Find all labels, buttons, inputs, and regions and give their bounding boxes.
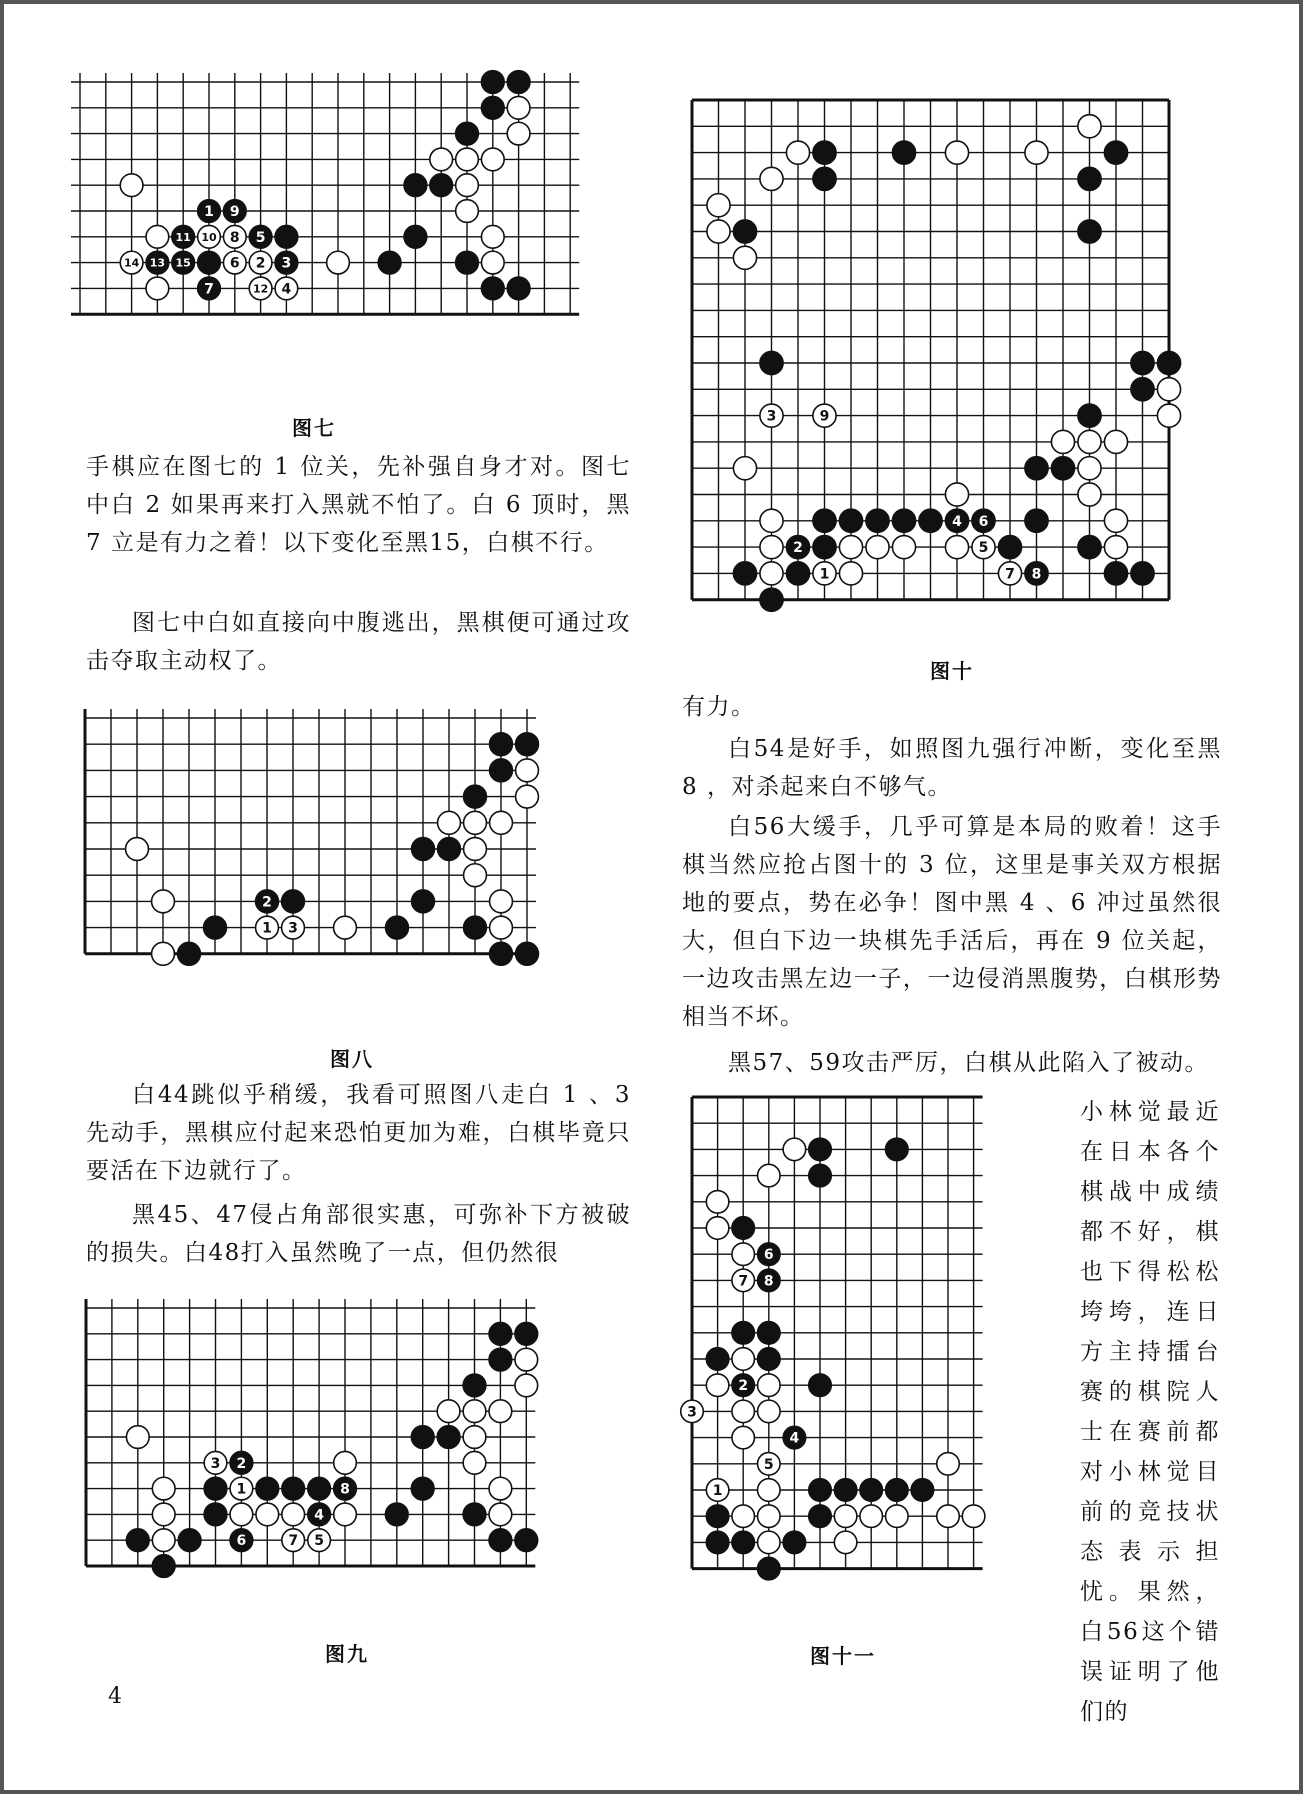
black-stone: [758, 1557, 781, 1580]
white-stone: [204, 1451, 227, 1474]
white-stone: [758, 1505, 781, 1528]
white-stone: [464, 864, 487, 887]
white-stone: [1078, 483, 1101, 506]
move-number: 1: [204, 204, 214, 220]
board-svg: [68, 1290, 540, 1580]
white-stone: [760, 509, 783, 532]
black-stone: [178, 1529, 201, 1552]
move-number: 7: [204, 281, 214, 298]
white-stone: [707, 220, 730, 243]
black-stone: [490, 733, 513, 756]
move-number: 5: [978, 540, 989, 557]
figure-caption-fig11: 图十一: [810, 1644, 876, 1668]
move-number: 7: [738, 1273, 749, 1290]
black-stone: [198, 200, 221, 223]
move-number: 4: [314, 1507, 324, 1524]
black-stone: [1104, 141, 1127, 164]
white-stone: [282, 1529, 305, 1552]
white-stone: [223, 225, 246, 248]
move-number: 1: [236, 1481, 247, 1498]
paragraph-2: 图七中白如直接向中腹逃出，黑棋便可通过攻击夺取主动权了。: [86, 610, 631, 674]
black-stone: [464, 916, 487, 939]
black-stone: [758, 1243, 781, 1266]
black-stone: [834, 1479, 857, 1502]
black-stone: [1131, 378, 1154, 401]
white-stone: [507, 96, 530, 119]
move-number: 8: [229, 229, 240, 246]
black-stone: [308, 1477, 331, 1500]
white-stone: [813, 562, 836, 585]
black-stone: [223, 200, 246, 223]
white-stone: [249, 251, 272, 274]
white-stone: [1078, 457, 1101, 480]
move-number: 10: [201, 230, 217, 244]
black-stone: [706, 1531, 729, 1554]
move-number: 6: [229, 255, 240, 272]
white-stone: [152, 1503, 175, 1526]
black-stone: [437, 1426, 460, 1449]
white-stone: [1104, 509, 1127, 532]
white-stone: [152, 1477, 175, 1500]
white-stone: [437, 1400, 460, 1423]
black-stone: [758, 1348, 781, 1371]
paragraph-3: 白44跳似乎稍缓，我看可照图八走白 1 、3 先动手，黑棋应付起来恐怕更加为难，白棋毕竟只要活在下边就行了。: [86, 1082, 631, 1184]
black-stone: [732, 1322, 755, 1345]
white-stone: [464, 811, 487, 834]
white-stone: [481, 148, 504, 171]
white-stone: [490, 811, 513, 834]
black-stone: [706, 1348, 729, 1371]
black-stone: [152, 1555, 175, 1578]
black-stone: [515, 1529, 538, 1552]
black-stone: [892, 509, 915, 532]
black-stone: [463, 1503, 486, 1526]
black-stone: [411, 1426, 434, 1449]
white-stone: [706, 1374, 729, 1397]
black-stone: [911, 1479, 934, 1502]
figure-caption-fig10: 图十: [930, 659, 974, 683]
black-stone: [809, 1374, 832, 1397]
move-number: 8: [340, 1481, 350, 1498]
white-stone: [707, 194, 730, 217]
white-stone: [786, 141, 809, 164]
black-stone: [516, 942, 539, 965]
black-stone: [507, 277, 530, 300]
move-number: 14: [123, 256, 140, 270]
white-stone: [456, 148, 479, 171]
black-stone: [464, 785, 487, 808]
black-stone: [1078, 536, 1101, 559]
board-svg: [680, 88, 1183, 614]
white-stone: [282, 916, 305, 939]
black-stone: [809, 1479, 832, 1502]
move-number: 2: [738, 1378, 749, 1395]
black-stone: [507, 71, 530, 94]
board-svg: [68, 70, 584, 328]
white-stone: [516, 759, 539, 782]
white-stone: [438, 811, 461, 834]
black-stone: [463, 1374, 486, 1397]
white-stone: [334, 1503, 357, 1526]
white-stone: [430, 148, 453, 171]
black-stone: [430, 174, 453, 197]
black-stone: [786, 562, 809, 585]
move-number: 3: [210, 1455, 221, 1472]
move-number: 4: [281, 281, 292, 298]
white-stone: [813, 404, 836, 427]
black-stone: [146, 251, 169, 274]
white-stone: [334, 916, 357, 939]
black-stone: [706, 1505, 729, 1528]
move-number: 9: [819, 408, 830, 425]
move-number: 1: [819, 566, 830, 583]
move-number: 2: [262, 894, 272, 911]
white-stone: [760, 404, 783, 427]
white-stone: [152, 942, 175, 965]
black-stone: [733, 220, 756, 243]
black-stone: [275, 251, 298, 274]
move-number: 4: [789, 1430, 800, 1447]
white-stone: [146, 277, 169, 300]
black-stone: [892, 141, 915, 164]
black-stone: [481, 277, 504, 300]
white-stone: [962, 1505, 985, 1528]
white-stone: [490, 890, 513, 913]
white-stone: [758, 1164, 781, 1187]
paragraph-5: 有力。: [682, 694, 756, 720]
white-stone: [515, 1348, 538, 1371]
white-stone: [706, 1217, 729, 1240]
white-stone: [892, 536, 915, 559]
go-diagram-fig11: [680, 1085, 988, 1583]
black-stone: [786, 536, 809, 559]
white-stone: [282, 1503, 305, 1526]
black-stone: [198, 251, 221, 274]
white-stone: [126, 1426, 149, 1449]
white-stone: [1157, 378, 1180, 401]
black-stone: [998, 536, 1021, 559]
paragraph-4: 黑45、47侵占角部很实惠，可弥补下方被破的损失。白48打入虽然晚了一点，但仍然很: [86, 1202, 631, 1266]
black-stone: [1051, 457, 1074, 480]
move-number: 8: [763, 1273, 774, 1290]
black-stone: [758, 1322, 781, 1345]
white-stone: [860, 1505, 883, 1528]
white-stone: [1104, 536, 1127, 559]
black-stone: [412, 838, 435, 861]
paragraph-7: 白56大缓手，几乎可算是本局的败着！这手棋当然应抢占图十的 3 位，这里是事关双方根据地的要点，势在必争！图中黑 4 、6 冲过虽然很大，但白下边一块棋先手活后，再在 9 位关起，一边攻击黑左边一子，一边侵消黑腹势，白棋形势相当不坏。: [682, 814, 1222, 1030]
black-stone: [733, 562, 756, 585]
white-stone: [732, 1269, 755, 1292]
white-stone: [489, 1400, 512, 1423]
black-stone: [456, 122, 479, 145]
black-stone: [489, 1322, 512, 1345]
go-diagram-fig10: [680, 88, 1183, 614]
white-stone: [839, 562, 862, 585]
black-stone: [886, 1479, 909, 1502]
black-stone: [919, 509, 942, 532]
move-number: 13: [149, 256, 166, 270]
white-stone: [998, 562, 1021, 585]
white-stone: [334, 1451, 357, 1474]
move-number: 1: [712, 1483, 723, 1499]
white-stone: [681, 1400, 704, 1423]
black-stone: [1078, 404, 1101, 427]
black-stone: [783, 1426, 806, 1449]
white-stone: [758, 1453, 781, 1476]
move-number: 2: [793, 540, 803, 557]
black-stone: [839, 509, 862, 532]
paragraph-8: 黑57、59攻击严厉，白棋从此陷入了被动。: [728, 1050, 1210, 1076]
go-diagram-fig9: [68, 1290, 540, 1580]
black-stone: [334, 1477, 357, 1500]
white-stone: [1157, 404, 1180, 427]
white-stone: [120, 174, 143, 197]
white-stone: [886, 1505, 909, 1528]
move-number: 8: [1031, 566, 1042, 583]
black-stone: [972, 509, 995, 532]
board-svg: [680, 1085, 988, 1583]
black-stone: [732, 1217, 755, 1240]
black-stone: [760, 351, 783, 374]
black-stone: [489, 1529, 512, 1552]
black-stone: [178, 942, 201, 965]
white-stone: [463, 1451, 486, 1474]
black-stone: [783, 1531, 806, 1554]
white-stone: [308, 1529, 331, 1552]
white-stone: [760, 536, 783, 559]
white-stone: [783, 1138, 806, 1161]
black-stone: [813, 536, 836, 559]
white-stone: [834, 1505, 857, 1528]
move-number: 5: [763, 1456, 774, 1473]
black-stone: [813, 509, 836, 532]
black-stone: [1104, 562, 1127, 585]
go-diagram-fig7: [68, 70, 584, 328]
black-stone: [809, 1138, 832, 1161]
black-stone: [256, 890, 279, 913]
white-stone: [760, 167, 783, 190]
black-stone: [456, 251, 479, 274]
move-number: 3: [687, 1404, 697, 1421]
move-number: 5: [255, 229, 266, 246]
move-number: 2: [255, 255, 266, 272]
black-stone: [275, 225, 298, 248]
white-stone: [507, 122, 530, 145]
black-stone: [813, 167, 836, 190]
white-stone: [1104, 430, 1127, 453]
black-stone: [172, 251, 195, 274]
move-number: 6: [978, 513, 989, 530]
white-stone: [126, 838, 149, 861]
white-stone: [256, 1503, 279, 1526]
white-stone: [706, 1191, 729, 1214]
black-stone: [172, 225, 195, 248]
black-stone: [809, 1164, 832, 1187]
white-stone: [732, 1505, 755, 1528]
white-stone: [758, 1400, 781, 1423]
move-number: 9: [229, 204, 240, 220]
white-stone: [463, 1400, 486, 1423]
white-stone: [464, 838, 487, 861]
white-stone: [732, 1426, 755, 1449]
black-stone: [490, 942, 513, 965]
black-stone: [404, 225, 427, 248]
black-stone: [1025, 457, 1048, 480]
white-stone: [230, 1477, 253, 1500]
white-stone: [706, 1479, 729, 1502]
move-number: 6: [236, 1533, 247, 1550]
white-stone: [463, 1426, 486, 1449]
white-stone: [152, 1529, 175, 1552]
white-stone: [481, 251, 504, 274]
black-stone: [490, 759, 513, 782]
black-stone: [758, 1269, 781, 1292]
white-stone: [146, 225, 169, 248]
black-stone: [760, 588, 783, 611]
move-number: 4: [952, 513, 962, 530]
black-stone: [198, 277, 221, 300]
white-stone: [758, 1374, 781, 1397]
white-stone: [223, 251, 246, 274]
white-stone: [230, 1503, 253, 1526]
black-stone: [515, 1322, 538, 1345]
black-stone: [1131, 351, 1154, 374]
black-stone: [385, 1503, 408, 1526]
black-stone: [1131, 562, 1154, 585]
white-stone: [733, 457, 756, 480]
white-stone: [937, 1505, 960, 1528]
white-stone: [758, 1531, 781, 1554]
black-stone: [230, 1529, 253, 1552]
black-stone: [386, 916, 409, 939]
black-stone: [945, 509, 968, 532]
page-number: 4: [108, 1684, 122, 1709]
white-stone: [456, 174, 479, 197]
black-stone: [1078, 220, 1101, 243]
move-number: 7: [288, 1533, 299, 1550]
black-stone: [516, 733, 539, 756]
move-number: 6: [763, 1247, 774, 1264]
white-stone: [945, 141, 968, 164]
black-stone: [886, 1138, 909, 1161]
white-stone: [758, 1479, 781, 1502]
move-number: 5: [314, 1533, 324, 1550]
white-stone: [972, 536, 995, 559]
black-stone: [256, 1477, 279, 1500]
black-stone: [404, 174, 427, 197]
white-stone: [249, 277, 272, 300]
white-stone: [516, 785, 539, 808]
black-stone: [230, 1451, 253, 1474]
white-stone: [839, 536, 862, 559]
white-stone: [733, 246, 756, 269]
white-stone: [834, 1531, 857, 1554]
move-number: 1: [262, 920, 272, 937]
black-stone: [412, 890, 435, 913]
black-stone: [813, 141, 836, 164]
move-number: 11: [175, 230, 191, 244]
go-diagram-fig8: [68, 700, 541, 968]
paragraph-6: 白54是好手，如照图九强行冲断，变化至黑 8 ，对杀起来白不够气。: [682, 736, 1222, 800]
black-stone: [1025, 509, 1048, 532]
white-stone: [481, 225, 504, 248]
black-stone: [126, 1529, 149, 1552]
black-stone: [438, 838, 461, 861]
black-stone: [1078, 167, 1101, 190]
black-stone: [1025, 562, 1048, 585]
white-stone: [120, 251, 143, 274]
paragraph-1: 手棋应在图七的 1 位关，先补强自身才对。图七中白 2 如果再来打入黑就不怕了。白 6 顶时，黑 7 立是有力之着！以下变化至黑15，白棋不行。: [86, 454, 631, 556]
white-stone: [515, 1374, 538, 1397]
move-number: 7: [1005, 566, 1015, 583]
figure-caption-fig8: 图八: [330, 1047, 374, 1071]
black-stone: [282, 890, 305, 913]
white-stone: [760, 562, 783, 585]
black-stone: [378, 251, 401, 274]
black-stone: [1157, 351, 1180, 374]
black-stone: [204, 1477, 227, 1500]
white-stone: [945, 536, 968, 559]
move-number: 15: [175, 256, 191, 270]
white-stone: [945, 483, 968, 506]
black-stone: [866, 509, 889, 532]
white-stone: [275, 277, 298, 300]
black-stone: [481, 71, 504, 94]
white-stone: [327, 251, 350, 274]
white-stone: [1051, 430, 1074, 453]
black-stone: [282, 1477, 305, 1500]
white-stone: [489, 1477, 512, 1500]
white-stone: [198, 225, 221, 248]
white-stone: [937, 1453, 960, 1476]
move-number: 2: [236, 1455, 247, 1472]
board-svg: [68, 700, 541, 968]
move-number: 12: [252, 282, 269, 296]
white-stone: [456, 200, 479, 223]
white-stone: [732, 1243, 755, 1266]
figure-caption-fig7: 图七: [292, 416, 336, 440]
white-stone: [152, 890, 175, 913]
white-stone: [490, 916, 513, 939]
figure-caption-fig9: 图九: [325, 1642, 369, 1666]
black-stone: [204, 1503, 227, 1526]
black-stone: [489, 1348, 512, 1371]
black-stone: [249, 225, 272, 248]
black-stone: [204, 916, 227, 939]
white-stone: [1025, 141, 1048, 164]
black-stone: [308, 1503, 331, 1526]
white-stone: [1078, 115, 1101, 138]
black-stone: [809, 1505, 832, 1528]
move-number: 3: [281, 255, 292, 272]
black-stone: [732, 1531, 755, 1554]
white-stone: [1078, 430, 1101, 453]
black-stone: [481, 96, 504, 119]
white-stone: [732, 1348, 755, 1371]
white-stone: [256, 916, 279, 939]
black-stone: [732, 1374, 755, 1397]
move-number: 3: [766, 408, 777, 425]
white-stone: [489, 1503, 512, 1526]
black-stone: [411, 1477, 434, 1500]
white-stone: [866, 536, 889, 559]
black-stone: [860, 1479, 883, 1502]
white-stone: [732, 1400, 755, 1423]
paragraph-9: 小林觉最近在日本各个棋战中成绩都不好，棋也下得松松垮垮，连日方主持擂台赛的棋院人士在赛前都对小林觉目前的竞技状态表示担忧。果然，白56这个错误证明了他们的: [1080, 1099, 1220, 1725]
move-number: 3: [288, 920, 298, 937]
